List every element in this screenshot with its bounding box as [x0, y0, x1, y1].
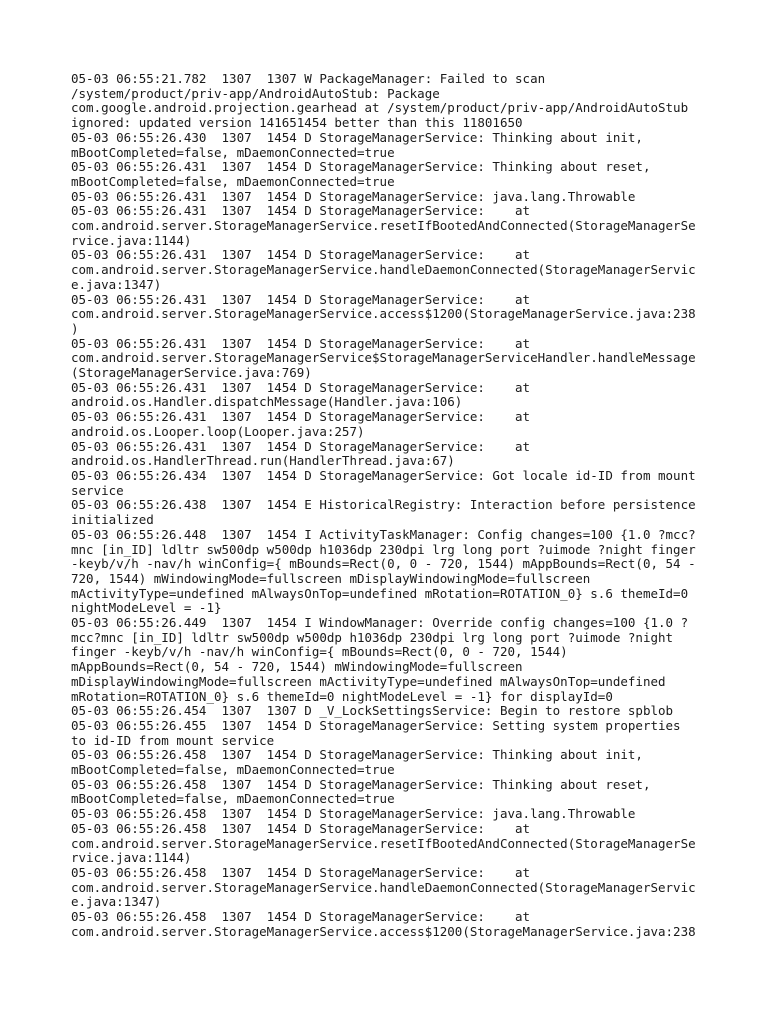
- log-line: 05-03 06:55:26.431 1307 1454 D StorageManagerService: at: [71, 409, 531, 425]
- log-line: ignored: updated version 141651454 better than this 11801650: [71, 115, 523, 131]
- log-line: 05-03 06:55:26.458 1307 1454 D StorageManagerService: at: [71, 864, 531, 880]
- log-line: com.android.server.StorageManagerService.resetIfBootedAndConnected(StorageManagerSe: [71, 835, 696, 851]
- log-line: 05-03 06:55:26.449 1307 1454 I WindowManager: Override config changes=100 {1.0 ?: [71, 615, 689, 631]
- log-line: mDisplayWindowingMode=fullscreen mActivityType=undefined mAlwaysOnTop=undefined: [71, 673, 666, 689]
- log-line: /system/product/priv-app/AndroidAutoStub: Package: [71, 85, 440, 101]
- log-line: 05-03 06:55:26.454 1307 1307 D _V_LockSettingsService: Begin to restore spblob: [71, 703, 674, 719]
- log-line: com.google.android.projection.gearhead at /system/product/priv-app/AndroidAutoStub: [71, 100, 689, 116]
- log-line: mRotation=ROTATION_0} s.6 themeId=0 nightModeLevel = -1} for displayId=0: [71, 688, 613, 704]
- log-line: 05-03 06:55:26.431 1307 1454 D StorageManagerService: Thinking about reset,: [71, 159, 651, 175]
- log-line: com.android.server.StorageManagerService.access$1200(StorageManagerService.java:238: [71, 923, 696, 939]
- log-line: mcc?mnc [in_ID] ldltr sw500dp w500dp h1036dp 230dpi lrg long port ?uimode ?night: [71, 629, 674, 645]
- log-line: 05-03 06:55:26.431 1307 1454 D StorageManagerService: at: [71, 379, 531, 395]
- log-line: android.os.Handler.dispatchMessage(Handler.java:106): [71, 394, 463, 410]
- log-line: 05-03 06:55:26.434 1307 1454 D StorageManagerService: Got locale id-ID from mount: [71, 467, 696, 483]
- log-line: 05-03 06:55:26.431 1307 1454 D StorageManagerService: java.lang.Throwable: [71, 188, 636, 204]
- log-line: 05-03 06:55:26.431 1307 1454 D StorageManagerService: at: [71, 438, 531, 454]
- log-line: 05-03 06:55:26.458 1307 1454 D StorageManagerService: Thinking about init,: [71, 747, 643, 763]
- log-line: mBootCompleted=false, mDaemonConnected=true: [71, 791, 395, 807]
- log-line: mAppBounds=Rect(0, 54 - 720, 1544) mWindowingMode=fullscreen: [71, 659, 523, 675]
- log-line: 05-03 06:55:26.431 1307 1454 D StorageManagerService: at: [71, 335, 531, 351]
- log-line: 05-03 06:55:26.458 1307 1454 D StorageManagerService: at: [71, 820, 531, 836]
- log-line: finger -keyb/v/h -nav/h winConfig={ mBounds=Rect(0, 0 - 720, 1544): [71, 644, 568, 660]
- log-line: 05-03 06:55:26.448 1307 1454 I ActivityTaskManager: Config changes=100 {1.0 ?mcc?: [71, 526, 696, 542]
- log-line: 05-03 06:55:26.458 1307 1454 D StorageManagerService: Thinking about reset,: [71, 776, 651, 792]
- log-line: 05-03 06:55:26.438 1307 1454 E HistoricalRegistry: Interaction before persistence: [71, 497, 696, 513]
- log-line: com.android.server.StorageManagerService.handleDaemonConnected(StorageManagerServic: [71, 879, 696, 895]
- log-line: 05-03 06:55:21.782 1307 1307 W PackageManager: Failed to scan: [71, 71, 546, 86]
- log-line: -keyb/v/h -nav/h winConfig={ mBounds=Rect(0, 0 - 720, 1544) mAppBounds=Rect(0, 54 -: [71, 556, 696, 572]
- log-line: e.java:1347): [71, 276, 162, 292]
- log-line: 05-03 06:55:26.431 1307 1454 D StorageManagerService: at: [71, 247, 531, 263]
- log-line: ): [71, 320, 79, 336]
- log-text-block: [71, 72, 711, 939]
- log-line: 05-03 06:55:26.458 1307 1454 D StorageManagerService: java.lang.Throwable: [71, 806, 636, 822]
- log-line: com.android.server.StorageManagerService.handleDaemonConnected(StorageManagerServic: [71, 262, 696, 278]
- log-line: 05-03 06:55:26.431 1307 1454 D StorageManagerService: at: [71, 203, 531, 219]
- log-line: com.android.server.StorageManagerService.access$1200(StorageManagerService.java:238: [71, 306, 696, 322]
- log-line: 05-03 06:55:26.458 1307 1454 D StorageManagerService: at: [71, 909, 531, 925]
- log-line: 05-03 06:55:26.431 1307 1454 D StorageManagerService: at: [71, 291, 531, 307]
- log-line: 05-03 06:55:26.430 1307 1454 D StorageManagerService: Thinking about init,: [71, 129, 643, 145]
- log-line: (StorageManagerService.java:769): [71, 365, 312, 381]
- log-line: rvice.java:1144): [71, 232, 192, 248]
- log-line: to id-ID from mount service: [71, 732, 275, 748]
- log-line: android.os.Looper.loop(Looper.java:257): [71, 423, 365, 439]
- log-line: com.android.server.StorageManagerService.resetIfBootedAndConnected(StorageManagerSe: [71, 218, 696, 234]
- log-line: mActivityType=undefined mAlwaysOnTop=undefined mRotation=ROTATION_0} s.6 themeId=0: [71, 585, 689, 601]
- log-line: 720, 1544) mWindowingMode=fullscreen mDisplayWindowingMode=fullscreen: [71, 570, 591, 586]
- log-line: mBootCompleted=false, mDaemonConnected=true: [71, 173, 395, 189]
- log-line: nightModeLevel = -1}: [71, 600, 222, 616]
- log-line: mnc [in_ID] ldltr sw500dp w500dp h1036dp 230dpi lrg long port ?uimode ?night finger: [71, 541, 696, 557]
- log-line: initialized: [71, 512, 154, 528]
- log-line: rvice.java:1144): [71, 850, 192, 866]
- log-line: com.android.server.StorageManagerService$StorageManagerServiceHandler.handleMessage: [71, 350, 696, 366]
- log-line: e.java:1347): [71, 894, 162, 910]
- log-line: android.os.HandlerThread.run(HandlerThread.java:67): [71, 453, 455, 469]
- log-line: service: [71, 482, 124, 498]
- log-line: mBootCompleted=false, mDaemonConnected=true: [71, 144, 395, 160]
- log-line: mBootCompleted=false, mDaemonConnected=true: [71, 762, 395, 778]
- log-line: 05-03 06:55:26.455 1307 1454 D StorageManagerService: Setting system properties: [71, 717, 681, 733]
